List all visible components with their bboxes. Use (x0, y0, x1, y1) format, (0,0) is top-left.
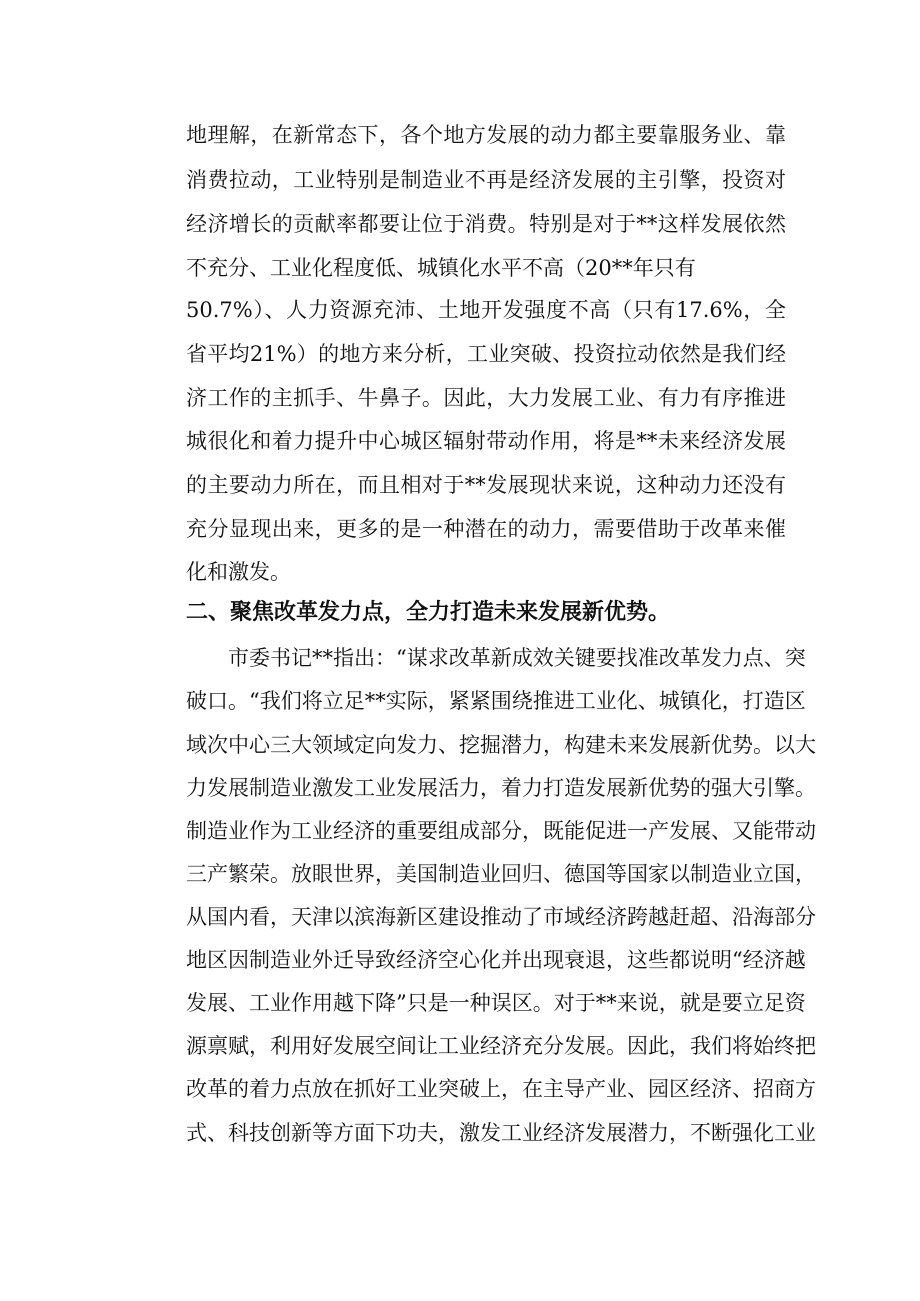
section-heading: 二、聚焦改革发力点，全力打造未来发展新优势。 (186, 600, 671, 625)
paragraph-1-line: 经济增长的贡献率都要让位于消费。特别是对于**这样发展依然 (186, 212, 786, 236)
paragraph-2-line: 改革的着力点放在抓好工业突破上，在主导产业、园区经济、招商方 (186, 1077, 816, 1101)
paragraph-1-line: 充分显现出来，更多的是一种潜在的动力，需要借助于改革来催 (186, 517, 786, 541)
paragraph-1-line: 的主要动力所在，而且相对于**发展现状来说，这种动力还没有 (186, 473, 786, 497)
paragraph-1-line: 化和激发。 (186, 560, 291, 584)
paragraph-1-line: 50.7%）、人力资源充沛、土地开发强度不高（只有17.6%，全 (186, 298, 786, 322)
paragraph-2-line: 地区因制造业外迁导致经济空心化并出现衰退，这些都说明“经济越 (186, 948, 806, 972)
paragraph-2-line: 市委书记**指出：“谋求改革新成效关键要找准改革发力点、突 (228, 646, 806, 670)
paragraph-1-line: 城很化和着力提升中心城区辐射带动作用，将是**未来经济发展 (186, 429, 786, 453)
paragraph-2-line: 三产繁荣。放眼世界，美国制造业回归、德国等国家以制造业立国， (186, 862, 816, 886)
paragraph-1-line: 济工作的主抓手、牛鼻子。因此，大力发展工业、有力有序推进 (186, 386, 786, 410)
paragraph-1-line: 消费拉动，工业特别是制造业不再是经济发展的主引擎，投资对 (186, 168, 786, 192)
paragraph-2-line: 发展、工业作用越下降”只是一种误区。对于**来说，就是要立足资 (186, 991, 806, 1015)
paragraph-2-line: 破口。“我们将立足**实际，紧紧围绕推进工业化、城镇化，打造区 (186, 689, 806, 713)
paragraph-2-line: 制造业作为工业经济的重要组成部分，既能促进一产发展、又能带动 (186, 819, 816, 843)
paragraph-2-line: 源禀赋，利用好发展空间让工业经济充分发展。因此，我们将始终把 (186, 1034, 816, 1058)
paragraph-2-line: 式、科技创新等方面下功夫，激发工业经济发展潜力，不断强化工业 (186, 1121, 816, 1145)
paragraph-1-line: 不充分、工业化程度低、城镇化水平不高（20**年只有 (186, 256, 696, 280)
paragraph-2-line: 力发展制造业激发工业发展活力，着力打造发展新优势的强大引擎。 (186, 776, 816, 800)
paragraph-2-line: 域次中心三大领域定向发力、挖掘潜力，构建未来发展新优势。以大 (186, 733, 816, 757)
paragraph-2-line: 从国内看，天津以滨海新区建设推动了市域经济跨越赶超、沿海部分 (186, 905, 816, 929)
paragraph-1-line: 省平均21%）的地方来分析，工业突破、投资拉动依然是我们经 (186, 342, 786, 366)
paragraph-1-line: 地理解，在新常态下，各个地方发展的动力都主要靠服务业、靠 (186, 123, 786, 147)
